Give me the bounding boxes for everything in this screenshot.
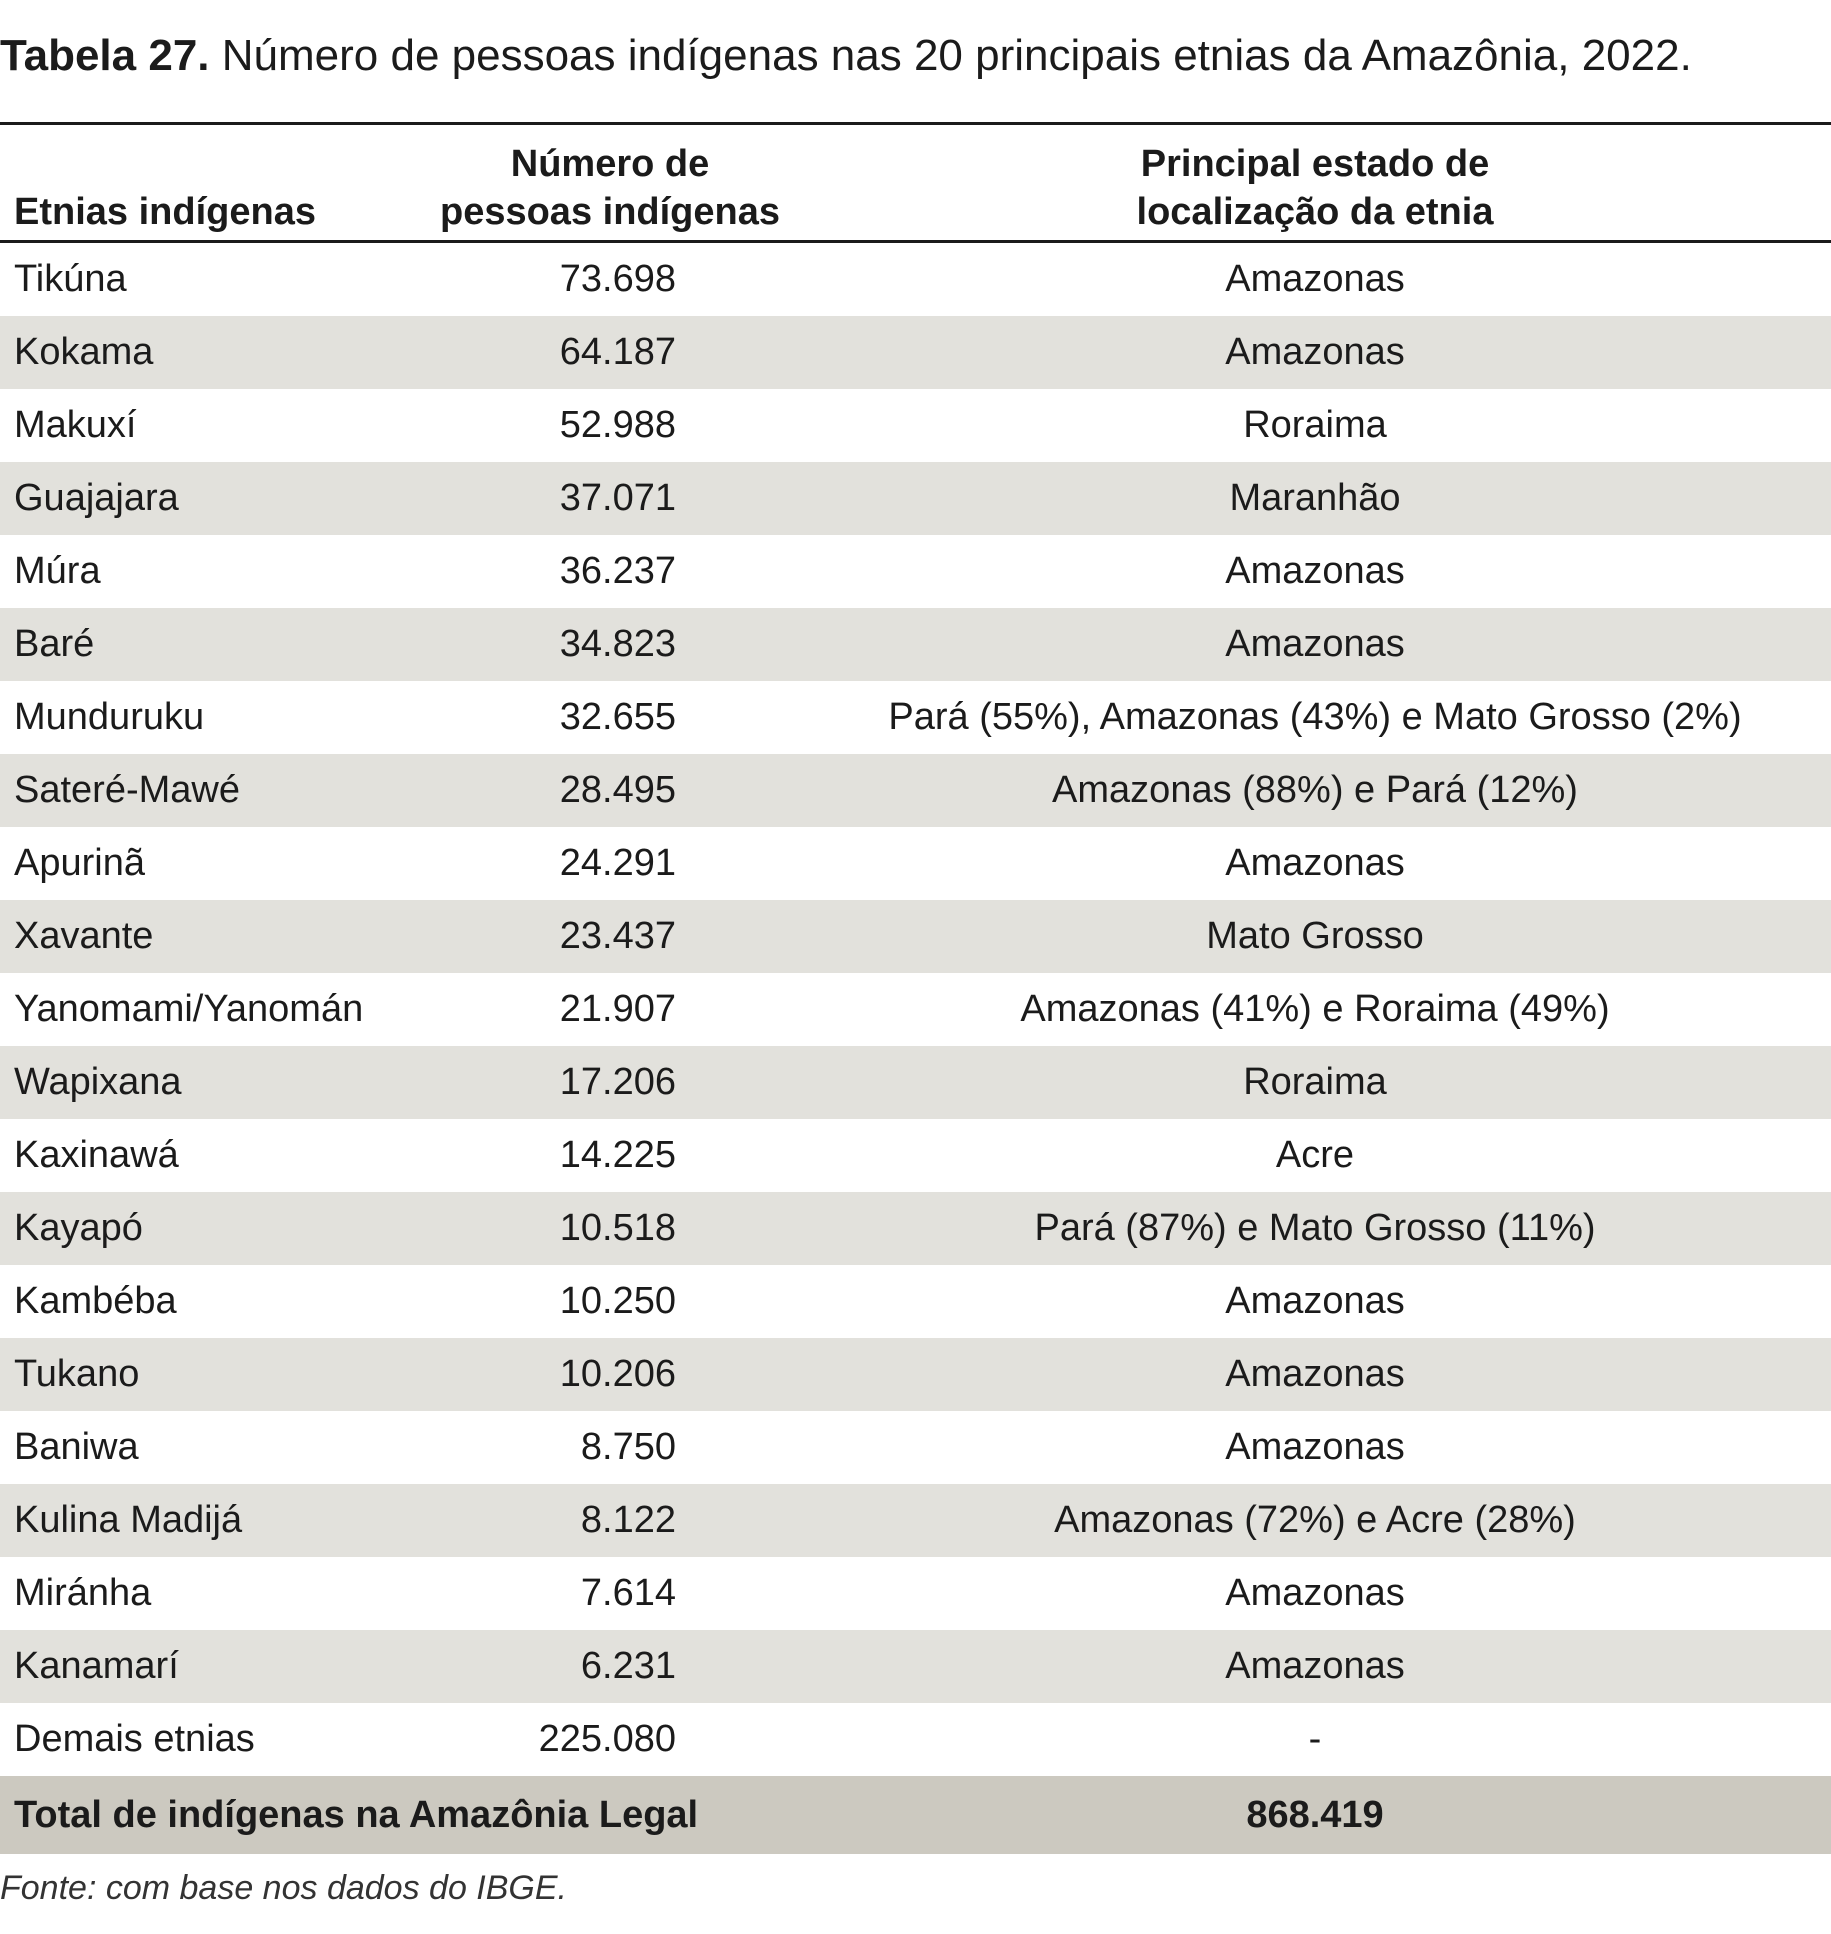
cell-estado: Amazonas [1225, 550, 1405, 592]
table-row [0, 1411, 1831, 1484]
cell-numero: 10.518 [559, 1207, 676, 1249]
cell-etnia: Kambéba [14, 1280, 177, 1322]
total-row [0, 1776, 1831, 1854]
column-header-estado: Principal estado de localização da etnia [1136, 143, 1494, 233]
cell-etnia: Baniwa [14, 1426, 139, 1468]
cell-etnia: Múra [14, 550, 101, 592]
cell-estado: Pará (87%) e Mato Grosso (11%) [1034, 1207, 1596, 1249]
cell-numero: 10.250 [559, 1280, 676, 1322]
table-row [0, 754, 1831, 827]
table-row [0, 1265, 1831, 1338]
cell-numero: 17.206 [559, 1061, 676, 1103]
cell-estado: Amazonas [1225, 842, 1405, 884]
cell-estado: Amazonas [1225, 1280, 1405, 1322]
table-title-label: Tabela 27. [0, 31, 210, 80]
cell-estado: Amazonas (88%) e Pará (12%) [1052, 769, 1578, 811]
cell-numero: 225.080 [538, 1718, 676, 1760]
cell-numero: 24.291 [559, 842, 676, 884]
cell-numero: 36.237 [559, 550, 676, 592]
cell-etnia: Munduruku [14, 696, 205, 738]
cell-etnia: Tikúna [14, 258, 127, 300]
table-title-text: Número de pessoas indígenas nas 20 principais etnias da Amazônia, 2022. [221, 31, 1692, 80]
cell-etnia: Baré [14, 623, 95, 665]
cell-estado: Amazonas [1225, 331, 1405, 373]
cell-etnia: Miránha [14, 1572, 152, 1614]
table-row [0, 535, 1831, 608]
cell-estado: Acre [1275, 1134, 1355, 1176]
column-header-etnias: Etnias indígenas [14, 191, 316, 233]
cell-numero: 52.988 [559, 404, 676, 446]
cell-estado: Amazonas [1225, 258, 1405, 300]
cell-etnia: Kanamarí [14, 1645, 179, 1687]
cell-estado: Roraima [1243, 1061, 1387, 1103]
cell-estado: Amazonas [1225, 1353, 1405, 1395]
cell-numero: 8.750 [580, 1426, 676, 1468]
cell-numero: 32.655 [559, 696, 676, 738]
cell-estado: Amazonas [1225, 1426, 1405, 1468]
table-row [0, 1703, 1831, 1776]
column-header-numero: Número de pessoas indígenas [439, 143, 780, 233]
total-value: 868.419 [1246, 1794, 1384, 1836]
table-row [0, 1046, 1831, 1119]
table-row [0, 973, 1831, 1046]
cell-etnia: Kayapó [14, 1207, 143, 1249]
table-row [0, 681, 1831, 754]
cell-estado: Amazonas (72%) e Acre (28%) [1054, 1499, 1576, 1541]
total-label: Total de indígenas na Amazônia Legal [14, 1794, 699, 1836]
cell-etnia: Xavante [14, 915, 154, 957]
cell-numero: 37.071 [559, 477, 676, 519]
table-row [0, 1192, 1831, 1265]
table-row [0, 608, 1831, 681]
cell-numero: 14.225 [559, 1134, 676, 1176]
table-row [0, 389, 1831, 462]
cell-numero: 21.907 [559, 988, 676, 1030]
cell-estado: Pará (55%), Amazonas (43%) e Mato Grosso (2%) [888, 696, 1742, 738]
table-row [0, 1484, 1831, 1557]
cell-numero: 73.698 [559, 258, 676, 300]
cell-etnia: Kulina Madijá [14, 1499, 243, 1541]
table-row [0, 243, 1831, 316]
table-row [0, 316, 1831, 389]
table-header [0, 125, 1831, 240]
table-row [0, 1119, 1831, 1192]
cell-estado: Amazonas [1225, 1645, 1405, 1687]
cell-numero: 6.231 [580, 1645, 676, 1687]
cell-numero: 8.122 [580, 1499, 676, 1541]
table-row [0, 1557, 1831, 1630]
cell-estado: Amazonas [1225, 1572, 1405, 1614]
cell-estado: Maranhão [1229, 477, 1401, 519]
cell-estado: Amazonas [1225, 623, 1405, 665]
table-row [0, 900, 1831, 973]
table-body [0, 243, 1831, 1854]
source-note: Fonte: com base nos dados do IBGE. [0, 1869, 567, 1907]
cell-numero: 7.614 [580, 1572, 676, 1614]
cell-etnia: Makuxí [14, 404, 137, 446]
cell-etnia: Sateré-Mawé [14, 769, 240, 811]
cell-estado: Mato Grosso [1206, 915, 1424, 957]
table-title [0, 28, 1831, 84]
table-row [0, 1630, 1831, 1703]
cell-etnia: Wapixana [14, 1061, 182, 1103]
cell-estado: Amazonas (41%) e Roraima (49%) [1020, 988, 1610, 1030]
cell-estado: - [1308, 1718, 1322, 1760]
cell-numero: 23.437 [559, 915, 676, 957]
cell-etnia: Yanomami/Yanomán [14, 988, 364, 1030]
cell-numero: 10.206 [559, 1353, 676, 1395]
cell-numero: 28.495 [559, 769, 676, 811]
cell-numero: 64.187 [559, 331, 676, 373]
cell-etnia: Tukano [14, 1353, 140, 1395]
table-row [0, 462, 1831, 535]
cell-estado: Roraima [1243, 404, 1387, 446]
cell-etnia: Kokama [14, 331, 154, 373]
cell-etnia: Kaxinawá [14, 1134, 179, 1176]
cell-etnia: Apurinã [14, 842, 145, 884]
cell-numero: 34.823 [559, 623, 676, 665]
table-row [0, 827, 1831, 900]
cell-etnia: Demais etnias [14, 1718, 255, 1760]
cell-etnia: Guajajara [14, 477, 179, 519]
table-row [0, 1338, 1831, 1411]
